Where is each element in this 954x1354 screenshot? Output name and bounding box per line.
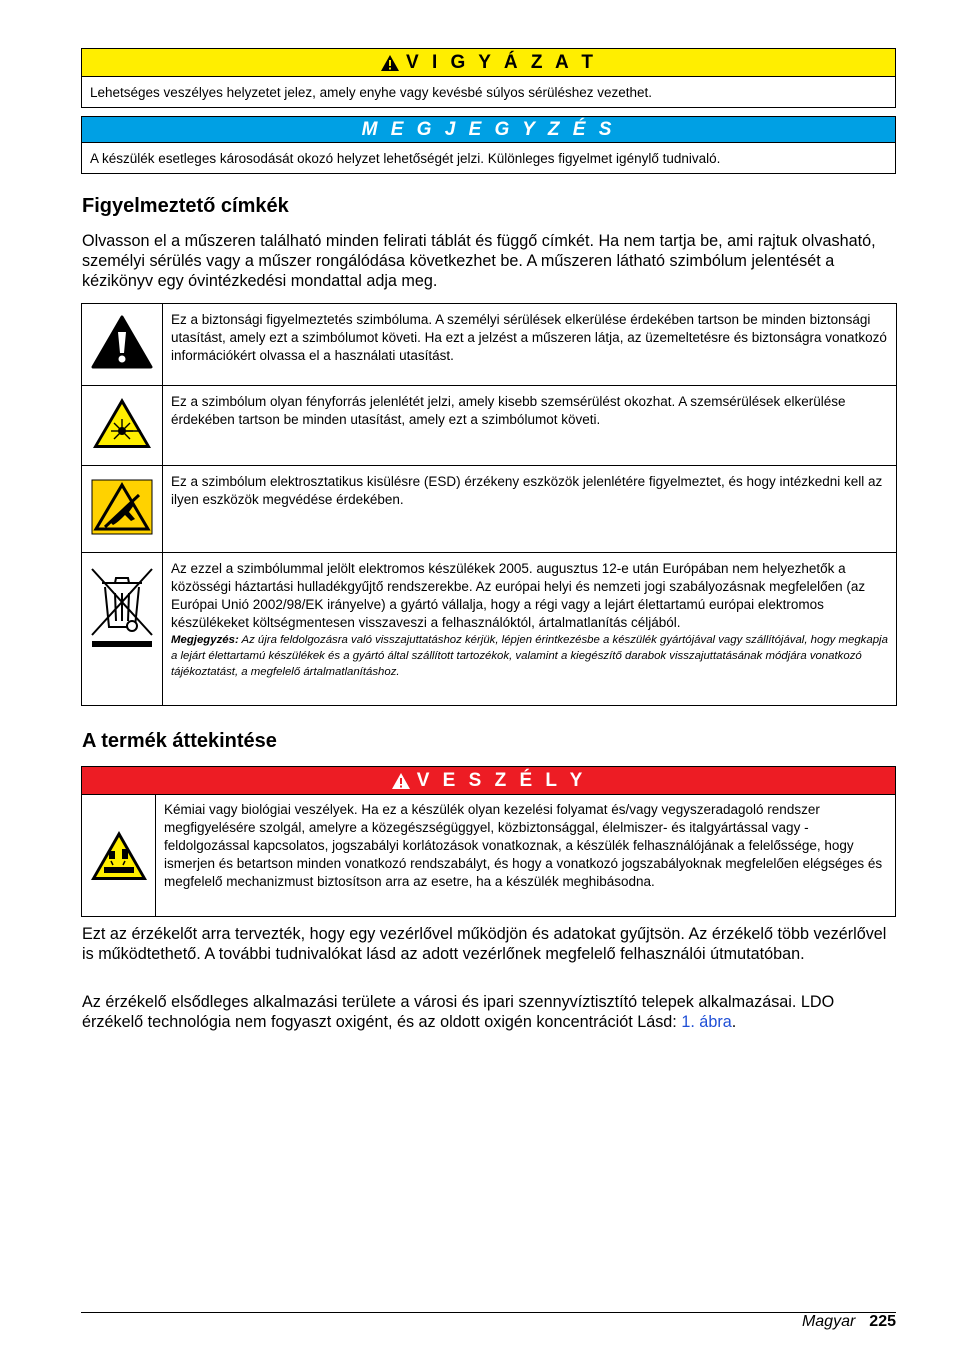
footer-divider xyxy=(81,1312,896,1313)
symbol-description: Ez a szimbólum olyan fényforrás jelenlétét jelzi, amely kisebb szemsérülést okozhat. A szemsérülések elkerülése érdekében tartson be minden utasítást, amely ezt a szimbólumot követi. xyxy=(163,386,897,466)
caution-label: V I G Y Á Z A T xyxy=(406,51,597,73)
section-title-warning-labels: Figyelmeztető címkék xyxy=(82,195,289,217)
footer-language: Magyar xyxy=(801,1313,856,1330)
chemical-hazard-icon xyxy=(89,829,149,883)
caution-header xyxy=(82,49,895,77)
weee-note-text: Az újra feldolgozásra való visszajuttatáshoz kérjük, lépjen érintkezésbe a készülék gyártójával vagy szállítójával, hogy megkapja a lejárt élettartamú készülékek és a gyártó által szállított tartozékok, valamint a kiegészítő darabok visszajuttatásának módjára vonatkozó tájékoztatást, a megfelelő ártalmatlanításhoz. xyxy=(171,634,888,678)
symbol-description: Ez a szimbólum elektrosztatikus kisülésre (ESD) érzékeny eszközök jelenlétére figyelmeztet, és hogy intézkedni kell az ilyen eszközök megvédése érdekében. xyxy=(163,466,897,553)
weee-note xyxy=(171,632,888,680)
esd-warning-icon xyxy=(91,479,153,535)
paragraph-1: Ezt az érzékelőt arra tervezték, hogy egy vezérlővel működjön és adatokat gyűjtsön. Az érzékelő több vezérlővel is működtethető. A további tudnivalókat lásd az adott vezérlőnek megfelelő felhasználói útmutatóban. xyxy=(82,925,887,963)
page-number: 225 xyxy=(869,1313,896,1330)
symbol-description: Ez a biztonsági figyelmeztetés szimbóluma. A személyi sérülések elkerülése érdekében tartson be minden biztonsági utasítást, amely ezt a szimbólumot követi. Ha ezt a jelzést a műszeren látja, az üzemeltetésre és biztonságra vonatkozó információkért olvassa el a használati utasítást. xyxy=(163,304,897,386)
notice-label: M E G J E G Y Z É S xyxy=(361,118,616,140)
danger-box xyxy=(81,766,896,917)
table-row xyxy=(82,553,897,706)
danger-header xyxy=(82,767,895,795)
danger-body xyxy=(82,795,895,917)
caution-box xyxy=(81,48,896,108)
footer xyxy=(802,1313,896,1331)
table-row xyxy=(82,386,897,466)
table-row xyxy=(82,304,897,386)
warning-triangle-icon xyxy=(91,314,153,370)
danger-text: Kémiai vagy biológiai veszélyek. Ha ez a készülék olyan kezelési folyamat és/vagy vegyszeradagoló rendszer megfigyelésére szolgál, amelyre a közegészségüggyel, közbiztonsággal, élelmiszer- és italgyártással vagy -feldolgozással kapcsolatos, jogszabályi korlátozások vonatkoznak, a készülék felhasználójának a felelőssége, hogy ismerjen és betartson minden vonatkozó rendszabályt, és hogy a vonatkozó jogszabályoknak megfelelően elégséges és megfelelő mechanizmust biztosítson arra az esetre, ha a készülék meghibásodna. xyxy=(164,802,883,889)
warning-triangle-icon xyxy=(380,54,400,72)
notice-text: A készülék esetleges károsodását okozó helyzet lehetőségét jelzi. Különleges figyelmet igénylő tudnivaló. xyxy=(90,151,721,166)
danger-icon-cell xyxy=(82,795,156,917)
table-row xyxy=(82,466,897,553)
danger-label: V E S Z É L Y xyxy=(416,769,587,791)
warning-triangle-icon xyxy=(391,772,411,790)
paragraph-2-end: . xyxy=(731,1013,737,1031)
caution-text: Lehetséges veszélyes helyzetet jelez, amely enyhe vagy kevésbé súlyos sérüléshez vezethet. xyxy=(90,85,653,100)
laser-warning-icon xyxy=(91,395,153,451)
symbol-cell xyxy=(82,304,163,386)
symbol-cell xyxy=(82,466,163,553)
intro-paragraph: Olvasson el a műszeren található minden felirati táblát és függő címkét. Ha nem tartja be, ami rajtuk olvasható, személyi sérülés vagy a műszer rongálódása következhet be. A műszeren látható szimbólum jelentését a kézikönyv egy óvintézkedési mondattal adja meg. xyxy=(82,232,876,290)
figure-link[interactable]: 1. ábra xyxy=(681,1013,732,1031)
notice-box xyxy=(81,116,896,174)
notice-header xyxy=(82,117,895,143)
paragraph-2-text: Az érzékelő elsődleges alkalmazási területe a városi és ipari szennyvíztisztító telepek alkalmazásai. LDO érzékelő technológia nem fogyaszt oxigént, és az oldott oxigén koncentrációt Lásd: xyxy=(82,993,835,1031)
weee-note-label: Megjegyzés: xyxy=(171,634,239,646)
paragraph-2 xyxy=(82,992,896,1032)
weee-crossed-bin-icon xyxy=(88,565,156,649)
symbol-cell xyxy=(82,553,163,706)
section-title-product-overview: A termék áttekintése xyxy=(82,730,277,752)
symbol-table xyxy=(81,303,897,706)
symbol-cell xyxy=(82,386,163,466)
weee-text: Az ezzel a szimbólummal jelölt elektromos készülékek 2005. augusztus 12-e után Európában nem helyezhetők a közösségi háztartási hulladékgyűjtő rendszerekbe. Az európai helyi és nemzeti jogi szabályozásnak megfelelően (az Európai Unió 2002/98/EK irányelve) a gyártó vállalja, hogy a régi vagy a lejárt élettartamú európai elektromos készülékeket költségmentesen visszaveszi a felhasználóktól, ártalmatlanítás céljából. xyxy=(171,561,866,630)
symbol-description xyxy=(163,553,897,706)
